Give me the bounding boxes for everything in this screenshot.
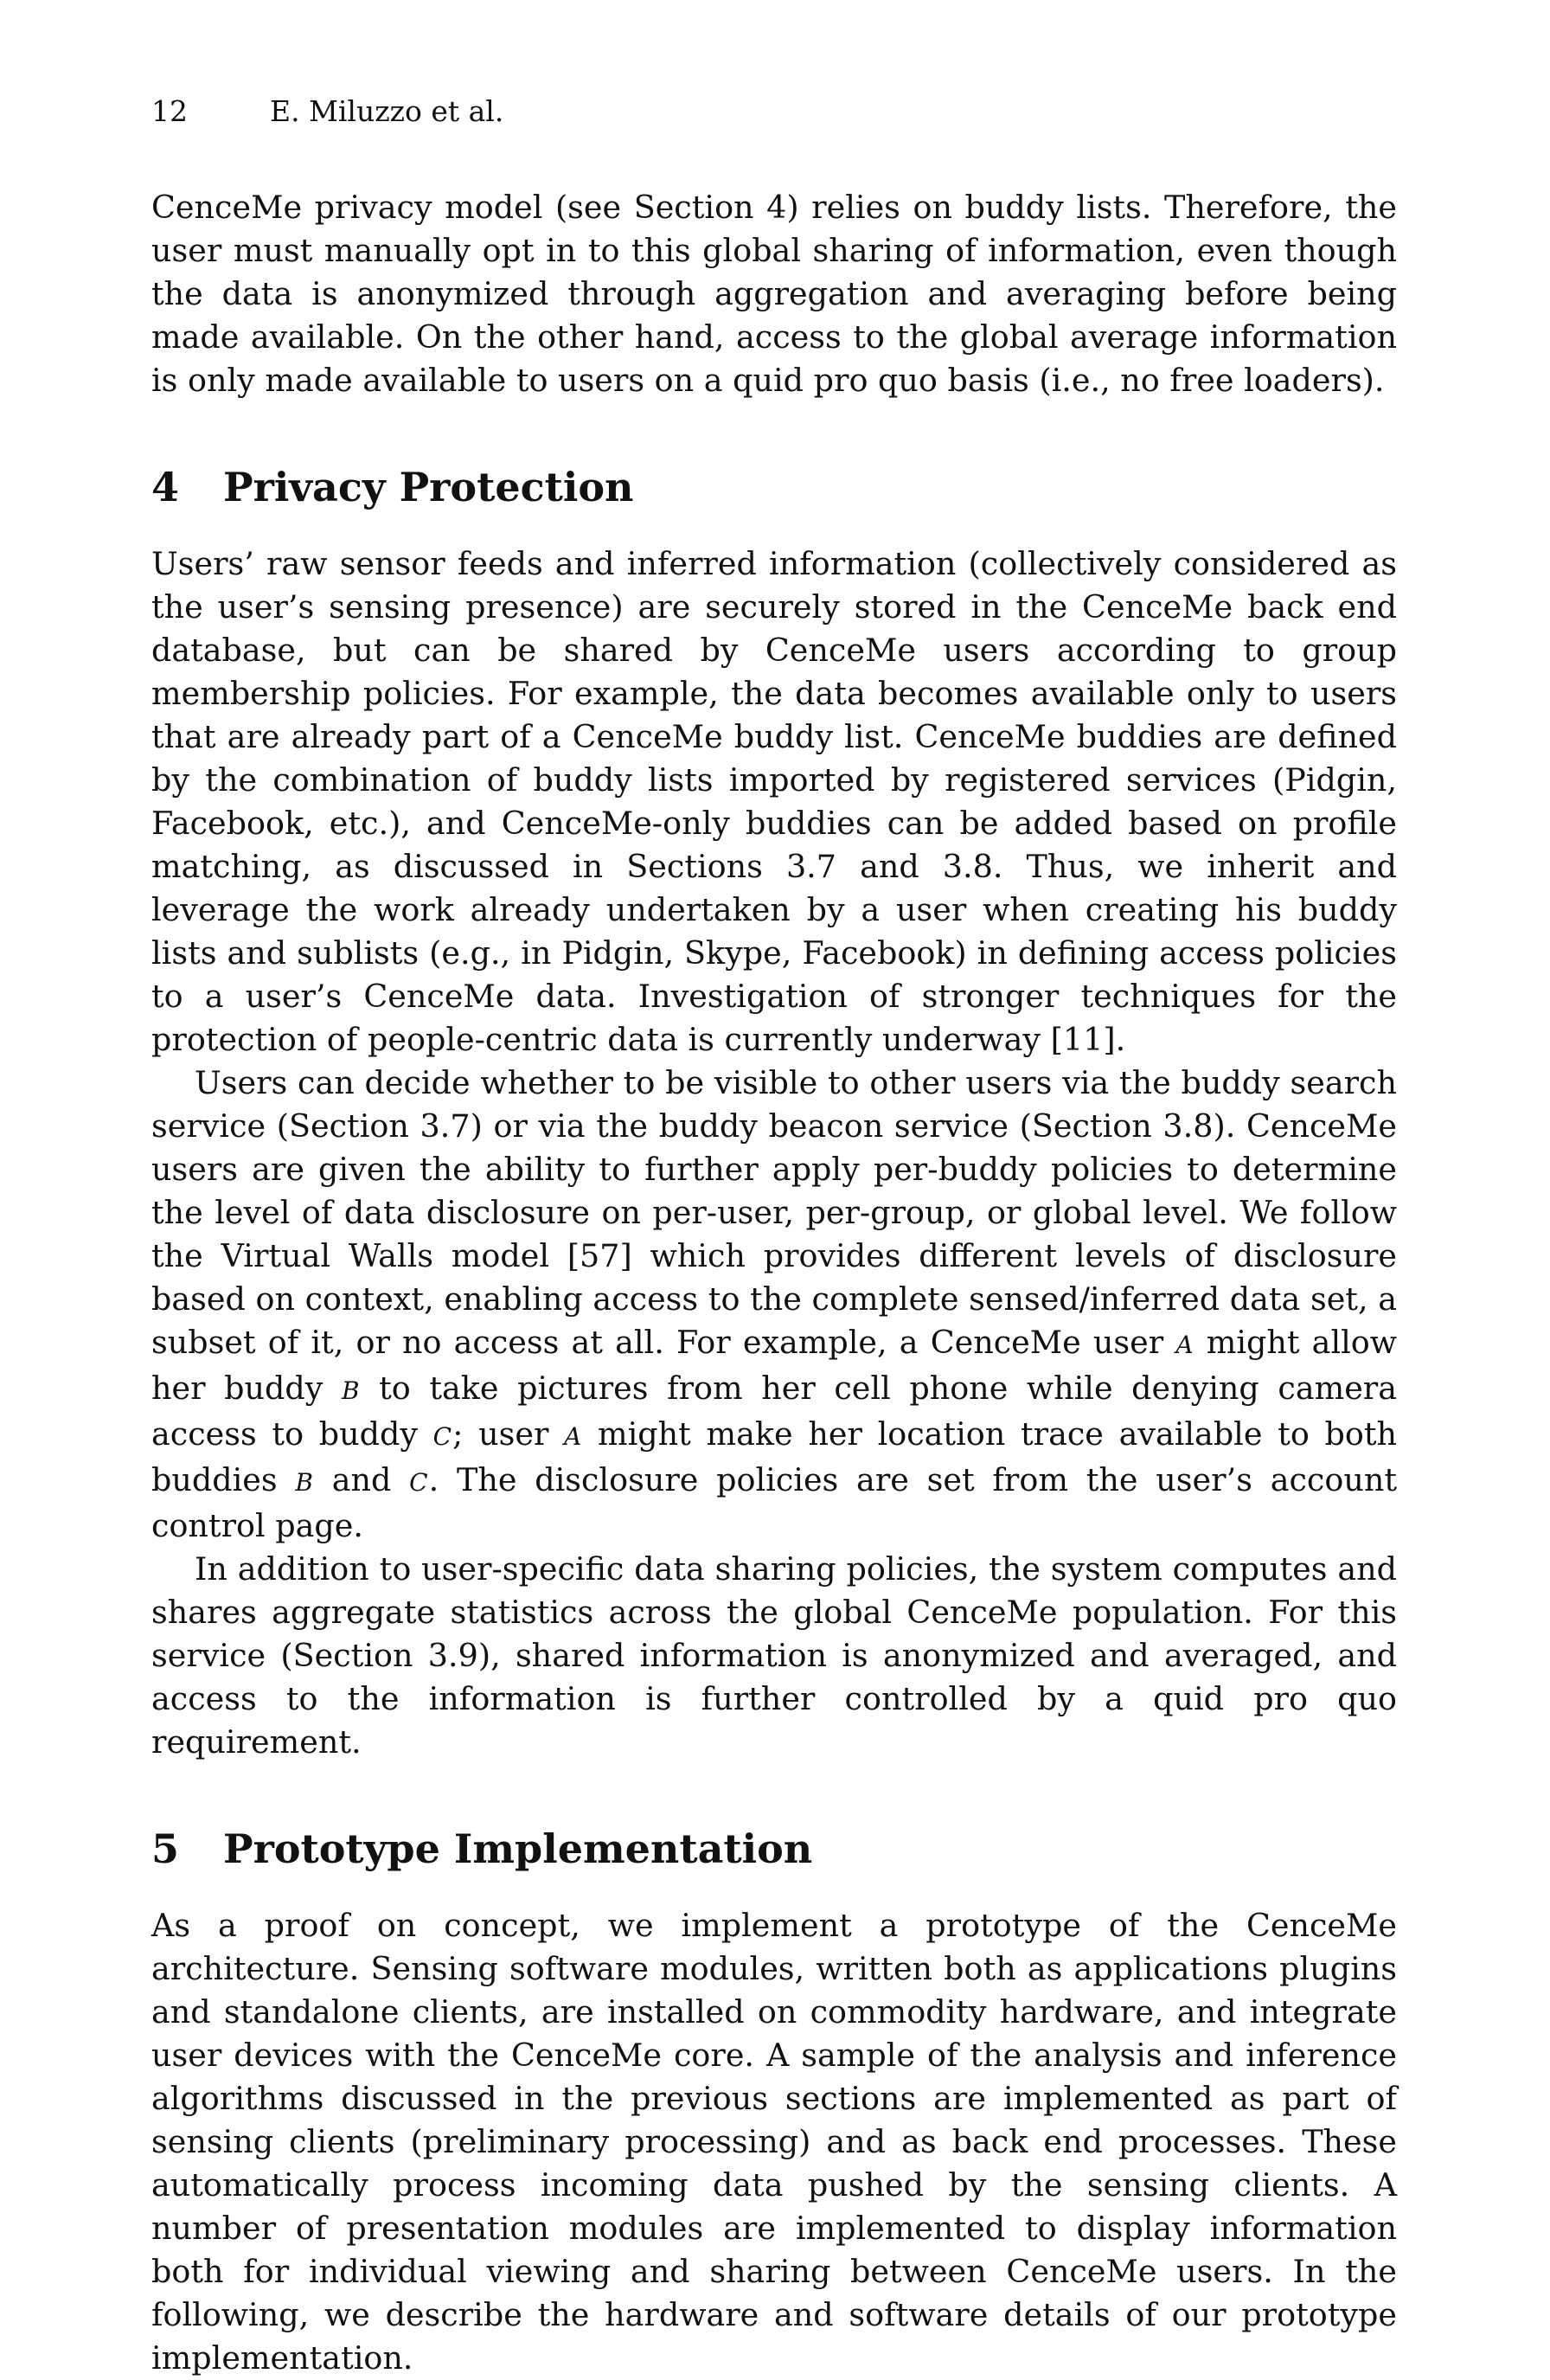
user-c-symbol: C	[409, 1468, 429, 1497]
user-b-symbol: B	[295, 1468, 314, 1497]
user-a-symbol: A	[1175, 1331, 1195, 1359]
p2-text-1: Users can decide whether to be visible to other users via the buddy search service (Section 3.7) or via the buddy beacon service (Section 3.8). CenceMe users are given the ability to further apply per-buddy policies to determine the level of data disclosure on per-user, per-group, or global level. We follow the Virtual Walls model [57] which provides different levels of disclosure based on context, enabling access to the complete sensed/inferred data set, a subset of it, or no access at all. For example, a CenceMe user	[151, 1064, 1397, 1361]
page	[151, 92, 1397, 2380]
section-5-paragraph-1: As a proof on concept, we implement a prototype of the CenceMe architecture. Sensing software modules, written both as applications plugins and standalone clients, are installed on commodity hardware, and integrate user devices with the CenceMe core. A sample of the analysis and inference algorithms discussed in the previous sections are implemented as part of sensing clients (preliminary processing) and as back end processes. These automatically process incoming data pushed by the sensing clients. A number of presentation modules are implemented to display information both for individual viewing and sharing between CenceMe users. In the following, we describe the hardware and software details of our prototype implementation.	[151, 1907, 1397, 2377]
intro-paragraph: CenceMe privacy model (see Section 4) relies on buddy lists. Therefore, the user must manually opt in to this global sharing of information, even though the data is anonymized through aggregation and averaging before being made available. On the other hand, access to the global average information is only made available to users on a quid pro quo basis (i.e., no free loaders).	[151, 189, 1397, 399]
section-4-paragraph-1: Users’ raw sensor feeds and inferred information (collectively considered as the user’s sensing presence) are securely stored in the CenceMe back end database, but can be shared by CenceMe users according to group membership policies. For example, the data becomes available only to users that are already part of a CenceMe buddy list. CenceMe buddies are defined by the combination of buddy lists imported by registered services (Pidgin, Facebook, etc.), and CenceMe-only buddies can be added based on profile matching, as discussed in Sections 3.7 and 3.8. Thus, we inherit and leverage the work already undertaken by a user when creating his buddy lists and sublists (e.g., in Pidgin, Skype, Facebook) in defining access policies to a user’s CenceMe data. Investigation of stronger techniques for the protection of people-centric data is currently underway [11].	[151, 545, 1397, 1058]
section-5-number: 5	[151, 1825, 180, 1872]
p2-text-4: ; user	[452, 1415, 565, 1453]
p2-text-3: to take pictures from her cell phone while denying camera access to buddy	[151, 1370, 1398, 1453]
section-5-heading	[151, 1823, 1397, 1875]
section-5-title: Prototype Implementation	[223, 1825, 813, 1872]
section-4-number: 4	[151, 464, 180, 510]
section-4-heading	[151, 461, 1397, 513]
section-4-title: Privacy Protection	[223, 464, 634, 510]
page-number: 12	[151, 94, 188, 128]
user-a-symbol: A	[564, 1422, 583, 1451]
p2-text-7: . The disclosure policies are set from the user’s account control page.	[151, 1461, 1398, 1544]
user-c-symbol: C	[432, 1422, 453, 1451]
user-b-symbol: B	[341, 1376, 361, 1405]
p2-text-2: might allow her buddy	[151, 1324, 1398, 1407]
p2-text-5: might make her location trace available to both buddies	[151, 1415, 1397, 1498]
running-header	[151, 92, 1397, 132]
p2-text-6: and	[313, 1461, 410, 1498]
running-author: E. Miluzzo et al.	[270, 94, 504, 128]
section-4-paragraph-2	[151, 1062, 1397, 1548]
section-4-paragraph-3: In addition to user-specific data sharing policies, the system computes and shares aggregate statistics across the global CenceMe population. For this service (Section 3.9), shared information is anonymized and averaged, and access to the information is further controlled by a quid pro quo requirement.	[151, 1550, 1397, 1761]
